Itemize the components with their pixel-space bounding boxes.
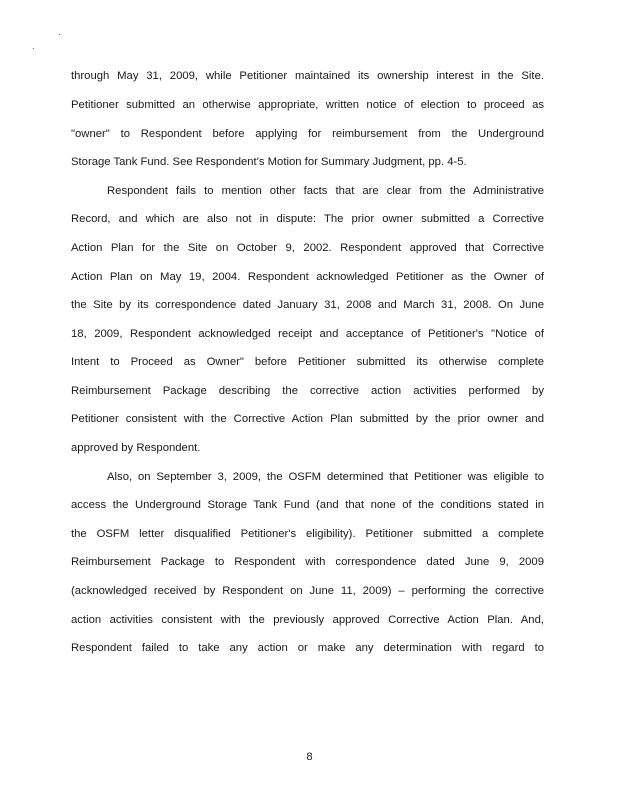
scan-speck: [59, 34, 60, 35]
body-text-line: Also, on September 3, 2009, the OSFM determined that Petitioner was eligible to: [107, 471, 544, 483]
body-text-line: the Site by its correspondence dated January 31, 2008 and March 31, 2008. On June: [71, 299, 544, 311]
body-text-line: Respondent fails to mention other facts that are clear from the Administrative: [107, 185, 544, 197]
body-text-line: (acknowledged received by Respondent on June 11, 2009) – performing the corrective: [71, 585, 544, 597]
body-text-line: "owner" to Respondent before applying for reimbursement from the Underground: [71, 128, 544, 140]
body-text-line: Action Plan on May 19, 2004. Respondent acknowledged Petitioner as the Owner of: [71, 271, 544, 283]
body-text-line: Reimbursement Package to Respondent with correspondence dated June 9, 2009: [71, 556, 544, 568]
body-text-line: 18, 2009, Respondent acknowledged receipt and acceptance of Petitioner's "Notice of: [71, 328, 544, 340]
body-text-line: Reimbursement Package describing the corrective action activities performed by: [71, 385, 544, 397]
body-text-line: through May 31, 2009, while Petitioner maintained its ownership interest in the Site.: [71, 70, 544, 82]
page-number: 8: [306, 751, 313, 763]
body-text-line: action activities consistent with the previously approved Corrective Action Plan. And,: [71, 614, 544, 626]
scan-speck: [33, 48, 34, 49]
body-text-line: approved by Respondent.: [71, 442, 201, 454]
body-text-line: Petitioner submitted an otherwise appropriate, written notice of election to proceed as: [71, 99, 544, 111]
body-text-line: access the Underground Storage Tank Fund (and that none of the conditions stated in: [71, 499, 544, 511]
body-text-line: Storage Tank Fund. See Respondent's Motion for Summary Judgment, pp. 4-5.: [71, 156, 467, 168]
body-text-line: Respondent failed to take any action or make any determination with regard to: [71, 642, 544, 654]
body-text-line: the OSFM letter disqualified Petitioner's eligibility). Petitioner submitted a complete: [71, 528, 544, 540]
body-text-line: Petitioner consistent with the Corrective Action Plan submitted by the prior owner and: [71, 413, 544, 425]
body-text-line: Record, and which are also not in dispute: The prior owner submitted a Corrective: [71, 213, 544, 225]
body-text-line: Intent to Proceed as Owner" before Petitioner submitted its otherwise complete: [71, 356, 544, 368]
body-text-line: Action Plan for the Site on October 9, 2002. Respondent approved that Corrective: [71, 242, 544, 254]
